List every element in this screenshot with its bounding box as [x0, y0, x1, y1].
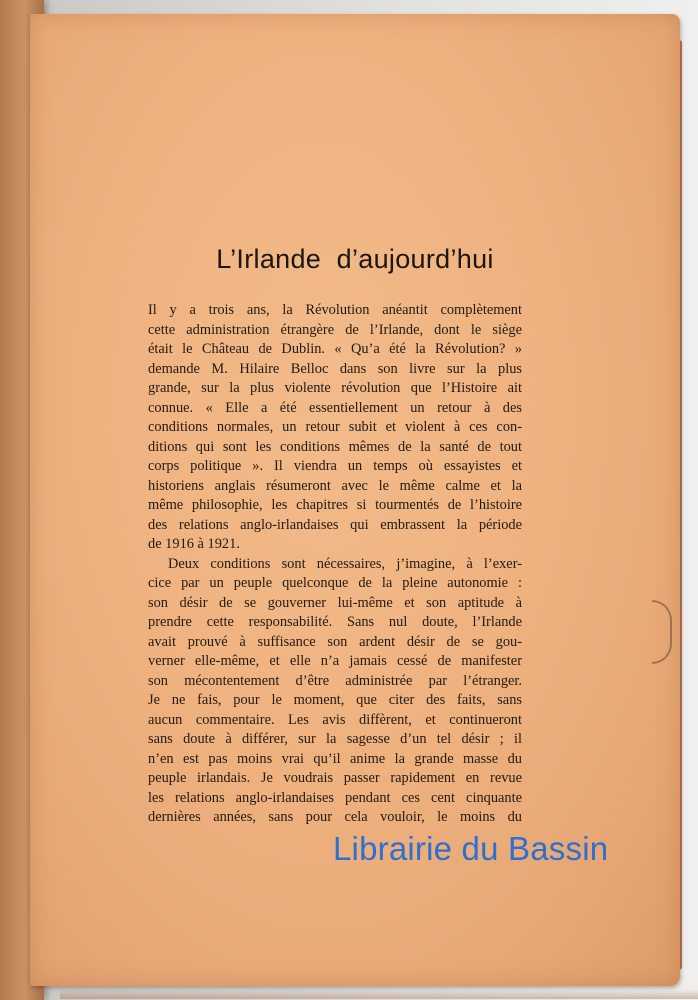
text-line: grande, sur la plus violente révolution que l’Histoire ait [148, 380, 522, 396]
text-line: même philosophie, les chapitres si tourmentés de l’histoire [148, 497, 522, 513]
text-line: verner elle-même, et elle n’a jamais cessé de manifester [148, 653, 522, 669]
text-line: cette administration étrangère de l’Irlande, dont le siège [148, 321, 522, 338]
text-line: avait prouvé à suffisance son ardent désir de se gou- [148, 633, 522, 650]
text-line: sans doute à différer, sur la sagesse d’un tel désir ; il [148, 731, 522, 747]
text-line: son mécontentement d’être administrée par l’étranger. [148, 672, 522, 689]
text-line: conditions normales, un retour subit et violent à ces con- [148, 419, 522, 435]
text-line: prendre cette responsabilité. Sans nul doute, l’Irlande [148, 614, 522, 630]
watermark-text: Librairie du Bassin [333, 830, 609, 867]
text-line: dernières années, sans pour cela vouloir, le moins du [148, 809, 522, 825]
text-line: de 1916 à 1921. [148, 536, 240, 552]
text-line: corps politique ». Il viendra un temps où essayistes et [148, 458, 522, 474]
text-line: Il y a trois ans, la Révolution anéantit complètement [148, 302, 522, 318]
text-line: peuple irlandais. Je voudrais passer rapidement en revue [148, 770, 522, 786]
text-line: Deux conditions sont nécessaires, j’imagine, à l’exer- [168, 555, 522, 572]
chapter-title: L’Irlande d’aujourd’hui [216, 244, 494, 274]
page-bottom-shading [60, 989, 698, 999]
text-line: Je ne fais, pour le moment, que citer des faits, sans [148, 692, 522, 708]
text-line: demande M. Hilaire Belloc dans son livre sur la plus [148, 360, 522, 377]
text-line: les relations anglo-irlandaises pendant ces cent cinquante [148, 789, 522, 806]
text-line: aucun commentaire. Les avis diffèrent, et continueront [148, 711, 522, 728]
text-line: connue. « Elle a été essentiellement un retour à des [148, 399, 522, 416]
text-line: n’en est pas moins vrai qu’il anime la grande masse du [148, 750, 522, 767]
text-line: était le Château de Dublin. « Qu’a été la Révolution? » [148, 341, 522, 357]
text-line: son désir de se gouverner lui-même et son aptitude à [148, 594, 522, 611]
body-text [148, 301, 522, 828]
text-line: cice par un peuple quelconque de la pleine autonomie : [148, 575, 522, 591]
text-line: ditions qui sont les conditions mêmes de la santé de tout [148, 438, 522, 455]
text-line: historiens anglais résumeront avec le même calme et la [148, 477, 522, 494]
text-line: des relations anglo-irlandaises qui embrassent la période [148, 516, 522, 533]
stamp-mark [652, 600, 672, 664]
